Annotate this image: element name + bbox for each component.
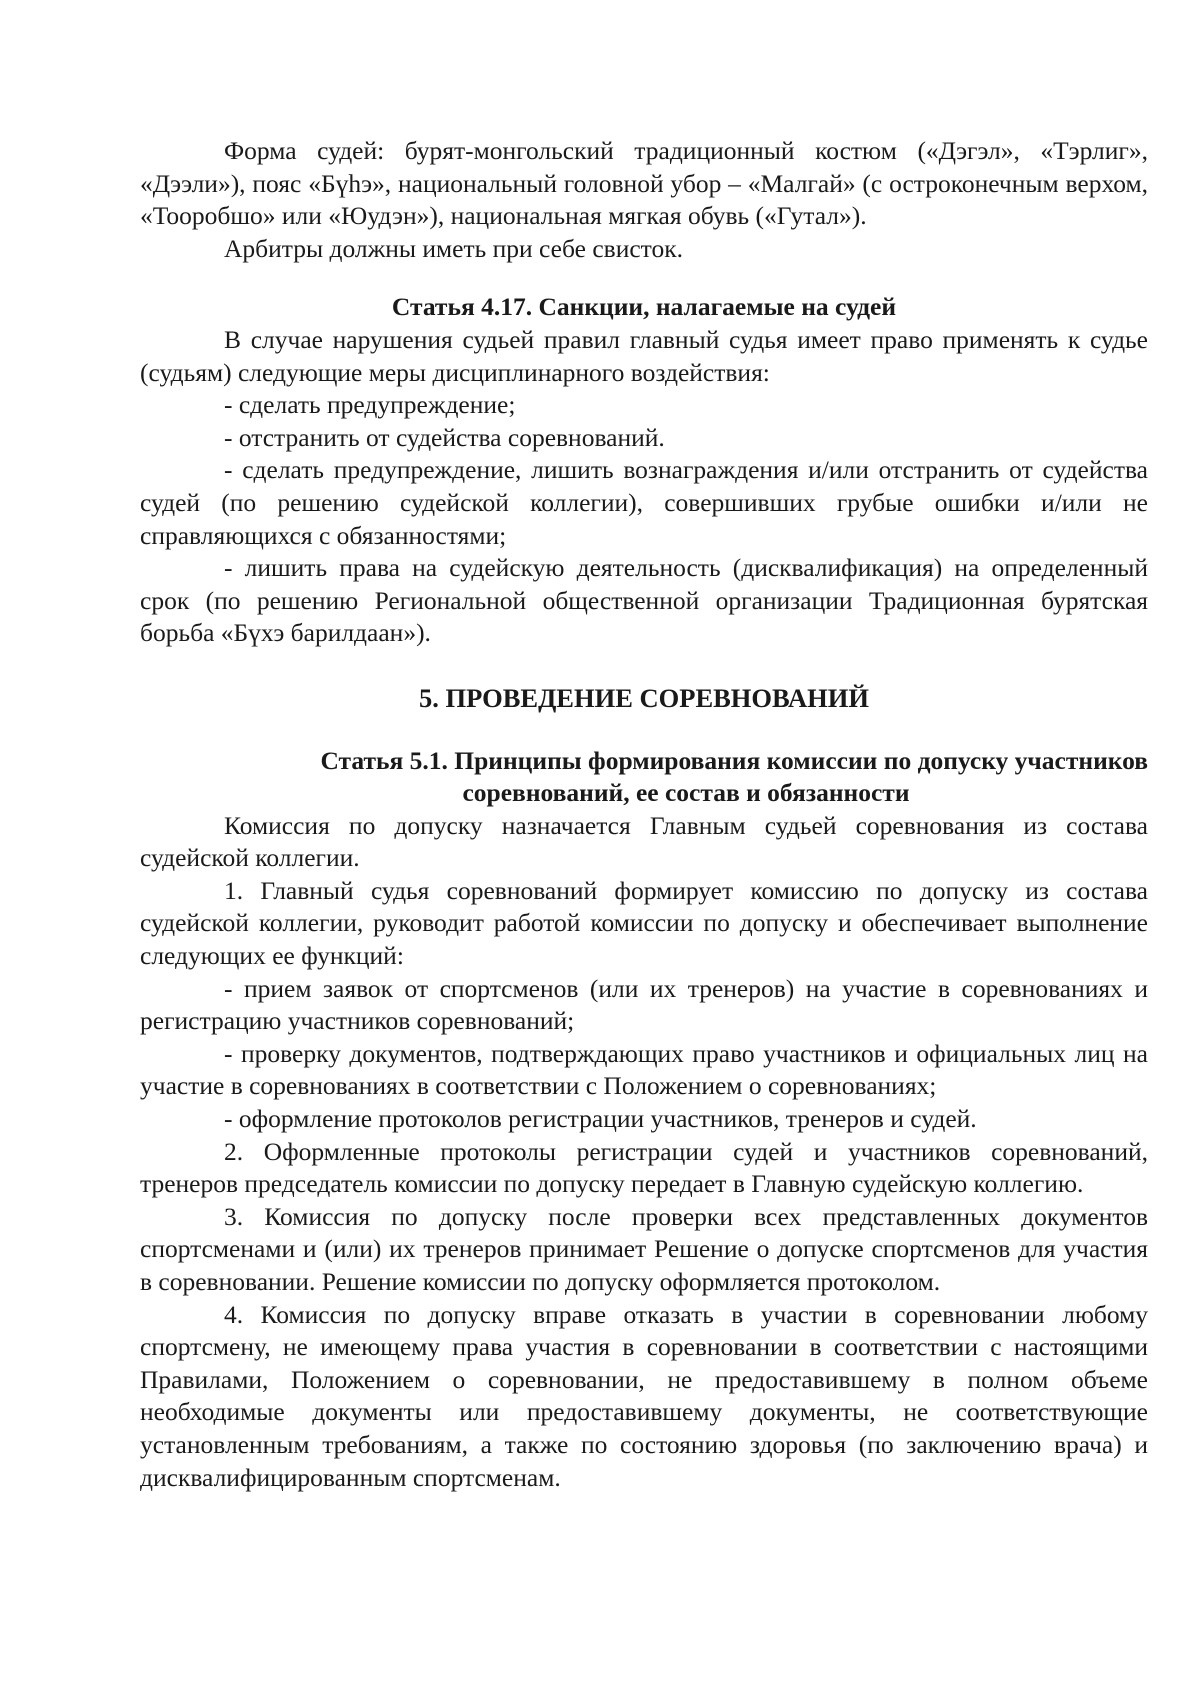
article-5-1-heading-line-2: соревнований, ее состав и обязанности [462,778,910,808]
paragraph-judges-uniform: Форма судей: бурят-монгольский традиционный костюм («Дэгэл», «Тэрлиг», «Дээли»), пояс «Бүһэ», национальный головной убор – «Малгай» (с остроконечным верхом, «Тооробшо» или «Юудэн»), национальная мягкая обувь («Гутал»). [140,136,1148,231]
list-item-1: 1. Главный судья соревнований формирует комиссию по допуску из состава судейской коллегии, руководит работой комиссии по допуску и обеспечивает выполнение следующих ее функций: [140,875,1148,971]
list-item-2: 2. Оформленные протоколы регистрации судей и участников соревнований, тренеров председатель комиссии по допуску передает в Главную судейскую коллегию. [140,1136,1148,1199]
paragraph-whistle: Арбитры должны иметь при себе свисток. [224,233,683,263]
list-item-4: 4. Комиссия по допуску вправе отказать в участии в соревновании любому спортсмену, не имеющему права участия в соревновании в соответствии с настоящими Правилами, Положением о соревновании, не предоставившему в полном объеме необходимые документы или предоставившему документы, не соответствующие установленным требованиям, а также по состоянию здоровья (по заключению врача) и дисквалифицированным спортсменам. [140,1299,1148,1492]
list-item-sanction-4: - лишить права на судейскую деятельность (дисквалификация) на определенный срок (по решению Региональной общественной организации Традиционная бурятская борьба «Бүхэ барилдаан»). [140,553,1148,648]
paragraph-commission: Комиссия по допуску назначается Главным судьей соревнования из состава судейской коллегии. [140,810,1148,873]
list-item-function-2: - проверку документов, подтверждающих право участников и официальных лиц на участие в соревнованиях в соответствии с Положением о соревнованиях; [140,1038,1148,1101]
paragraph-sanctions-intro: В случае нарушения судьей правил главный судья имеет право применять к судье (судьям) следующие меры дисциплинарного воздействия: [140,324,1148,387]
list-item-function-3: - оформление протоколов регистрации участников, тренеров и судей. [224,1104,977,1134]
article-4-17-heading: Статья 4.17. Санкции, налагаемые на судей [391,292,897,322]
list-item-sanction-1: - сделать предупреждение; [224,390,516,420]
list-item-sanction-3: - сделать предупреждение, лишить вознаграждения и/или отстранить от судейства судей (по решению судейской коллегии), совершивших грубые ошибки и/или не справляющихся с обязанностями; [140,455,1148,550]
article-5-1-heading [140,745,1148,810]
section-5-heading: 5. ПРОВЕДЕНИЕ СОРЕВНОВАНИЙ [418,682,870,713]
list-item-function-1: - прием заявок от спортсменов (или их тренеров) на участие в соревнованиях и регистрацию участников соревнований; [140,973,1148,1036]
document-page [140,135,1148,1494]
list-item-3: 3. Комиссия по допуску после проверки всех представленных документов спортсменами и (или) их тренеров принимает Решение о допуске спортсменов для участия в соревновании. Решение комиссии по допуску оформляется протоколом. [140,1201,1148,1296]
article-5-1-heading-line-1: Статья 5.1. Принципы формирования комиссии по допуску участников [320,745,1148,775]
list-item-sanction-2: - отстранить от судейства соревнований. [224,422,665,452]
